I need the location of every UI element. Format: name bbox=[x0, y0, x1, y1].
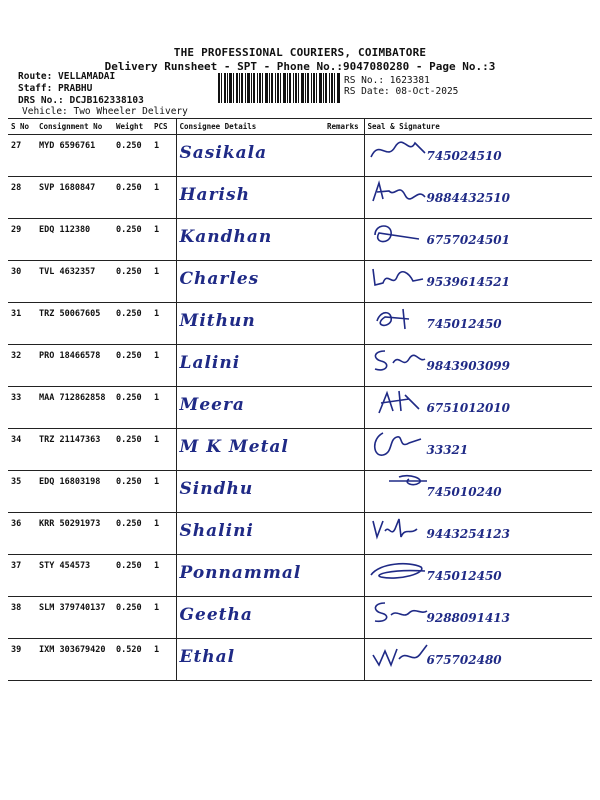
row-consignee: Kandhan bbox=[176, 219, 324, 261]
row-signature-text: 745012450 bbox=[426, 317, 502, 331]
table-row bbox=[8, 135, 592, 177]
row-signature bbox=[364, 429, 592, 471]
row-weight: 0.250 bbox=[113, 597, 151, 639]
row-signature-text: 9288091413 bbox=[426, 611, 510, 625]
row-pcs: 1 bbox=[151, 135, 176, 177]
signature-scribble-icon bbox=[369, 387, 429, 419]
signature-scribble-icon bbox=[369, 513, 429, 545]
row-pcs: 1 bbox=[151, 303, 176, 345]
row-weight: 0.250 bbox=[113, 135, 151, 177]
row-sno: 36 bbox=[8, 513, 36, 555]
document-subtitle: Delivery Runsheet - SPT - Phone No.:9047080280 - Page No.:3 bbox=[104, 60, 496, 73]
table-row bbox=[8, 429, 592, 471]
row-pcs: 1 bbox=[151, 639, 176, 681]
row-consignment: TVL 4632357 bbox=[36, 261, 113, 303]
row-signature-text: 6751012010 bbox=[426, 401, 510, 415]
row-weight: 0.520 bbox=[113, 639, 151, 681]
row-sno: 39 bbox=[8, 639, 36, 681]
row-remarks bbox=[324, 555, 364, 597]
signature-scribble-icon bbox=[369, 597, 429, 629]
signature-scribble-icon bbox=[369, 219, 429, 251]
row-sno: 30 bbox=[8, 261, 36, 303]
document-title: THE PROFESSIONAL COURIERS, COIMBATORE bbox=[173, 46, 427, 59]
row-consignee: Sindhu bbox=[176, 471, 324, 513]
table-row bbox=[8, 513, 592, 555]
row-signature bbox=[364, 597, 592, 639]
row-weight: 0.250 bbox=[113, 219, 151, 261]
row-pcs: 1 bbox=[151, 597, 176, 639]
col-header-remarks: Remarks bbox=[324, 119, 364, 135]
signature-scribble-icon bbox=[369, 555, 429, 587]
row-consignment: EDQ 112380 bbox=[36, 219, 113, 261]
table-row bbox=[8, 471, 592, 513]
row-pcs: 1 bbox=[151, 261, 176, 303]
row-consignee: Shalini bbox=[176, 513, 324, 555]
row-remarks bbox=[324, 219, 364, 261]
row-remarks bbox=[324, 177, 364, 219]
col-header-sno: S No bbox=[8, 119, 36, 135]
route-label: Route: VELLAMADAI bbox=[18, 71, 116, 82]
row-pcs: 1 bbox=[151, 387, 176, 429]
rs-number: RS No.: 1623381 bbox=[344, 75, 430, 86]
row-consignee: Ponnammal bbox=[176, 555, 324, 597]
row-pcs: 1 bbox=[151, 177, 176, 219]
table-row bbox=[8, 177, 592, 219]
row-consignment: KRR 50291973 bbox=[36, 513, 113, 555]
row-sno: 37 bbox=[8, 555, 36, 597]
col-header-pcs: PCS bbox=[151, 119, 176, 135]
row-signature bbox=[364, 555, 592, 597]
row-remarks bbox=[324, 597, 364, 639]
row-consignee: Ethal bbox=[176, 639, 324, 681]
row-sno: 38 bbox=[8, 597, 36, 639]
row-remarks bbox=[324, 471, 364, 513]
row-signature-text: 6757024501 bbox=[426, 233, 510, 247]
row-consignee: Mithun bbox=[176, 303, 324, 345]
signature-scribble-icon bbox=[369, 639, 429, 671]
row-consignee: Meera bbox=[176, 387, 324, 429]
row-weight: 0.250 bbox=[113, 177, 151, 219]
runsheet-table bbox=[8, 118, 592, 681]
row-signature-text: 9884432510 bbox=[426, 191, 510, 205]
table-row bbox=[8, 555, 592, 597]
table-row bbox=[8, 261, 592, 303]
row-pcs: 1 bbox=[151, 513, 176, 555]
row-consignee: Geetha bbox=[176, 597, 324, 639]
row-signature bbox=[364, 303, 592, 345]
vehicle-label: Vehicle: Two Wheeler Delivery bbox=[22, 106, 188, 117]
row-consignment: SVP 1680847 bbox=[36, 177, 113, 219]
row-sno: 35 bbox=[8, 471, 36, 513]
table-header-row bbox=[8, 119, 592, 135]
row-sno: 33 bbox=[8, 387, 36, 429]
col-header-weight: Weight bbox=[113, 119, 151, 135]
row-consignee: Sasikala bbox=[176, 135, 324, 177]
row-signature-text: 745024510 bbox=[426, 149, 502, 163]
row-signature-text: 675702480 bbox=[426, 653, 502, 667]
row-consignment: TRZ 50067605 bbox=[36, 303, 113, 345]
table-row bbox=[8, 639, 592, 681]
row-pcs: 1 bbox=[151, 345, 176, 387]
row-sno: 29 bbox=[8, 219, 36, 261]
row-pcs: 1 bbox=[151, 555, 176, 597]
row-consignee: Harish bbox=[176, 177, 324, 219]
rs-date: RS Date: 08-Oct-2025 bbox=[344, 86, 459, 97]
row-signature bbox=[364, 177, 592, 219]
row-sno: 34 bbox=[8, 429, 36, 471]
row-signature bbox=[364, 135, 592, 177]
table-row bbox=[8, 345, 592, 387]
row-consignment: IXM 303679420 bbox=[36, 639, 113, 681]
table-row bbox=[8, 219, 592, 261]
row-signature bbox=[364, 513, 592, 555]
row-weight: 0.250 bbox=[113, 471, 151, 513]
row-sno: 27 bbox=[8, 135, 36, 177]
row-pcs: 1 bbox=[151, 219, 176, 261]
row-weight: 0.250 bbox=[113, 345, 151, 387]
row-consignee: M K Metal bbox=[176, 429, 324, 471]
col-header-seal: Seal & Signature bbox=[364, 119, 592, 135]
staff-label: Staff: PRABHU bbox=[18, 83, 93, 94]
row-signature bbox=[364, 219, 592, 261]
row-sno: 31 bbox=[8, 303, 36, 345]
signature-scribble-icon bbox=[369, 345, 429, 377]
row-signature-text: 33321 bbox=[426, 443, 469, 457]
signature-scribble-icon bbox=[369, 471, 429, 503]
barcode-icon bbox=[218, 73, 340, 103]
row-remarks bbox=[324, 303, 364, 345]
row-remarks bbox=[324, 135, 364, 177]
table-row bbox=[8, 597, 592, 639]
row-remarks bbox=[324, 513, 364, 555]
row-remarks bbox=[324, 345, 364, 387]
row-consignment: SLM 379740137 bbox=[36, 597, 113, 639]
drs-number: DRS No.: DCJB162338103 bbox=[18, 95, 144, 106]
signature-scribble-icon bbox=[369, 303, 429, 335]
row-signature-text: 9443254123 bbox=[426, 527, 510, 541]
table-row bbox=[8, 303, 592, 345]
row-consignee: Charles bbox=[176, 261, 324, 303]
row-weight: 0.250 bbox=[113, 429, 151, 471]
row-consignee: Lalini bbox=[176, 345, 324, 387]
row-consignment: MYD 6596761 bbox=[36, 135, 113, 177]
row-consignment: PRO 18466578 bbox=[36, 345, 113, 387]
row-pcs: 1 bbox=[151, 429, 176, 471]
row-remarks bbox=[324, 639, 364, 681]
row-signature-text: 745012450 bbox=[426, 569, 502, 583]
signature-scribble-icon bbox=[369, 135, 429, 167]
row-consignment: TRZ 21147363 bbox=[36, 429, 113, 471]
row-sno: 28 bbox=[8, 177, 36, 219]
signature-scribble-icon bbox=[369, 429, 429, 461]
row-consignment: STY 454573 bbox=[36, 555, 113, 597]
row-weight: 0.250 bbox=[113, 303, 151, 345]
row-sno: 32 bbox=[8, 345, 36, 387]
row-weight: 0.250 bbox=[113, 513, 151, 555]
col-header-consignment: Consignment No bbox=[36, 119, 113, 135]
row-consignment: MAA 712862858 bbox=[36, 387, 113, 429]
row-remarks bbox=[324, 261, 364, 303]
row-signature bbox=[364, 471, 592, 513]
table-row bbox=[8, 387, 592, 429]
row-signature bbox=[364, 345, 592, 387]
row-signature-text: 9843903099 bbox=[426, 359, 510, 373]
row-weight: 0.250 bbox=[113, 387, 151, 429]
row-signature bbox=[364, 387, 592, 429]
row-remarks bbox=[324, 429, 364, 471]
row-signature bbox=[364, 639, 592, 681]
row-weight: 0.250 bbox=[113, 555, 151, 597]
row-signature-text: 9539614521 bbox=[426, 275, 510, 289]
row-signature-text: 745010240 bbox=[426, 485, 502, 499]
col-header-consignee: Consignee Details bbox=[176, 119, 324, 135]
row-consignment: EDQ 16803198 bbox=[36, 471, 113, 513]
row-pcs: 1 bbox=[151, 471, 176, 513]
row-remarks bbox=[324, 387, 364, 429]
row-signature bbox=[364, 261, 592, 303]
row-weight: 0.250 bbox=[113, 261, 151, 303]
signature-scribble-icon bbox=[369, 261, 429, 293]
signature-scribble-icon bbox=[369, 177, 429, 209]
